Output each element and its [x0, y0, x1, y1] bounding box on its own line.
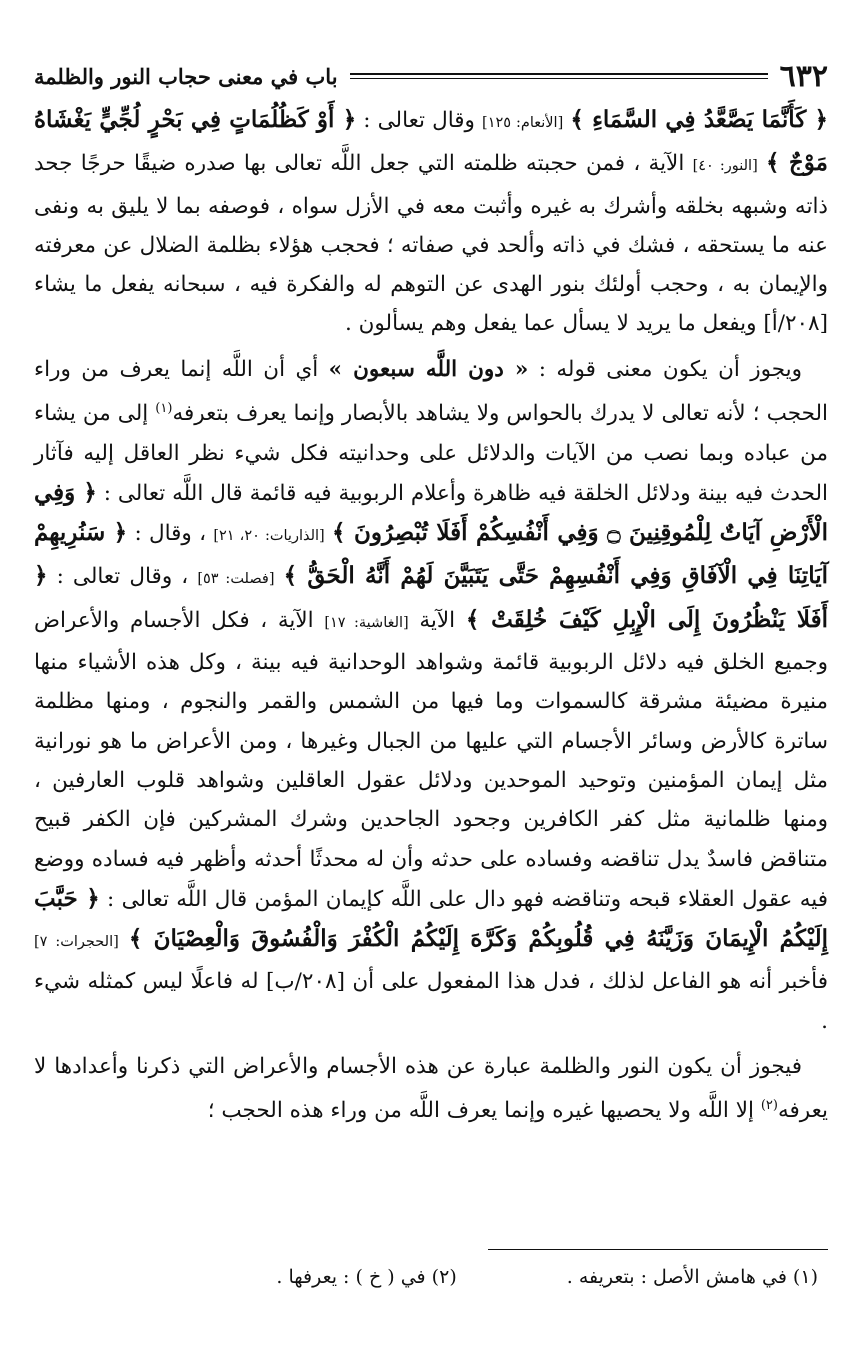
- paragraph-3: [34, 1047, 828, 1131]
- body-text: أي أن اللَّه إنما يعرف من وراء الحجب ؛ لأنه تعالى لا يدرك بالحواس ولا يشاهد بالأبصار وإنما يعرف بتعرفه: [34, 356, 828, 427]
- quran-verse: ﴿ كَأَنَّمَا يَصَّعَّدُ فِي السَّمَاءِ ﴾: [570, 106, 829, 133]
- body-text: وقال تعالى :: [363, 108, 475, 133]
- footnote-2: (٢) في ( خ ) : يعرفها .: [276, 1266, 457, 1288]
- footnotes: [60, 1266, 818, 1288]
- body-text: ، وقال :: [134, 521, 207, 547]
- quran-verse: ﴿ أَفَلَا يَنْظُرُونَ إِلَى الْإِبِلِ كَيْفَ خُلِقَتْ ﴾: [34, 562, 828, 633]
- page-number: ٦٣٢: [779, 58, 828, 94]
- quran-verse: ﴿ حَبَّبَ إِلَيْكُمُ الْإِيمَانَ وَزَيَّنَهُ فِي قُلُوبِكُمْ وَكَرَّهَ إِلَيْكُمُ الْكُفْرَ وَالْفُسُوقَ وَالْعِصْيَانَ ﴾: [34, 884, 828, 953]
- verse-reference: [الأنعام: ١٢٥]: [482, 115, 564, 131]
- body-text: الآية: [419, 607, 456, 633]
- verse-reference: [النور: ٤٠]: [692, 158, 758, 175]
- paragraph-2: [34, 350, 828, 1041]
- page-header: [34, 56, 828, 96]
- body-text: إلى من يشاء من عباده وبما نصب من الآيات والدلائل على وحدانيته فكل شيء نظر العاقل إليه فآثار الحدث فيه بينة ودلائل الخلقة فيه ظاهرة وأعلام الربوبية فيه قائمة قال اللَّه تعالى :: [34, 401, 828, 506]
- quran-verse: ﴿ أَوْ كَظُلُمَاتٍ فِي بَحْرٍ لُجِّيٍّ يَغْشَاهُ مَوْجٌ ﴾: [34, 106, 828, 177]
- running-title: باب في معنى حجاب النور والظلمة: [34, 63, 338, 89]
- footnote-separator: [488, 1249, 828, 1250]
- footnote-marker: (١): [155, 401, 173, 417]
- verse-reference: [فصلت: ٥٣]: [197, 571, 275, 588]
- body-text: ويجوز أن يكون معنى قوله :: [538, 356, 802, 382]
- footnote-marker: (٢): [760, 1098, 778, 1114]
- header-rule: [350, 73, 768, 79]
- body-text: ، وقال تعالى :: [56, 564, 189, 590]
- verse-reference: [الحجرات: ٧]: [34, 934, 119, 951]
- footnote-1: (١) في هامش الأصل : بتعريفه .: [566, 1266, 818, 1288]
- body-text: فيجوز أن يكون النور والظلمة عبارة عن هذه الأجسام والأعراض التي ذكرنا وأعدادها لا يعرفه: [34, 1053, 828, 1124]
- body-text: فأخبر أنه هو الفاعل لذلك ، فدل هذا المفعول على أن [٢٠٨/ب] له فاعلًا ليس كمثله شيء .: [34, 969, 828, 1034]
- quran-verse: ﴿ وَفِي الْأَرْضِ آيَاتٌ لِلْمُوقِنِينَ ۝ وَفِي أَنْفُسِكُمْ أَفَلَا تُبْصِرُونَ ﴾: [34, 478, 829, 547]
- paragraph-1: [34, 100, 828, 344]
- verse-reference: [الذاريات: ٢٠، ٢١]: [213, 528, 325, 545]
- quran-verse: ﴿ سَنُرِيهِمْ آيَاتِنَا فِي الْآفَاقِ وَفِي أَنْفُسِهِمْ حَتَّى يَتَبَيَّنَ لَهُمْ أَنَّهُ الْحَقُّ ﴾: [34, 519, 828, 590]
- body-text: الآية ، فمن حجبته ظلمته التي جعل اللَّه تعالى بها صدره ضيقًا حرجًا جحد ذاته وشبهه بخلقه وأشرك به غيره وأثبت معه في الأزل سواه ، فوصفه بما لا يليق به ونفى عنه ما يستحقه ، فشك في ذاته وألحد في صفاته ؛ فحجب هؤلاء بظلمة الضلال عن معرفته والإيمان به ، وحجب أولئك بنور الهدى عن التوهم له والفكرة فيه ، سبحانه يفعل ما يشاء [٢٠٨/أ] ويفعل ما يريد لا يسأل عما يفعل وهم يسألون .: [34, 151, 828, 337]
- verse-reference: [الغاشية: ١٧]: [324, 614, 409, 631]
- hadith-phrase: « دون اللَّه سبعون »: [328, 356, 529, 382]
- body-text: إلا اللَّه ولا يحصيها غيره وإنما يعرف اللَّه من وراء هذه الحجب ؛: [207, 1098, 754, 1124]
- page-body: [34, 100, 828, 1131]
- body-text: الآية ، فكل الأجسام والأعراض وجميع الخلق فيه دلائل الربوبية قائمة وشواهد الوحدانية فيه بينة ، وكل هذه الأشياء منها منيرة مضيئة مشرقة كالسموات وما فيها من الشمس والقمر والنجوم ، ومنها مظلمة ساترة كالأرض وسائر الأجسام التي عليها من الجبال وغيرها ، ومن الأعراض ما هو نورانية مثل إيمان المؤمنين وتوحيد الموحدين ودلائل عقول العاقلين وشواهد قلوب العارفين ، ومنها ظلمانية مثل كفر الكافرين وجحود الجاحدين وشرك المشركين فإن الكفر قبيح متناقض فاسدٌ يدل تناقضه وفساده على حدثه وأن له محدثًا أحدثه وأظهر فيه فساده ووضع فيه عقول العقلاء قبحه وتناقضه فهو دال على اللَّه كإيمان المؤمن قال اللَّه تعالى :: [34, 607, 828, 912]
